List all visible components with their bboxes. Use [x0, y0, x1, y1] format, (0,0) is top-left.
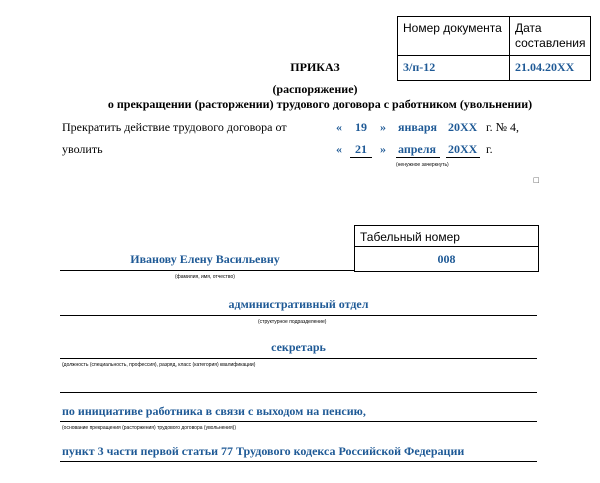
month-underline — [396, 157, 440, 158]
order-subtitle: (распоряжение) — [272, 82, 358, 96]
contract-year: 20XX — [448, 120, 478, 134]
employee-department: административный отдел — [228, 297, 369, 311]
close-quote-1: » — [380, 120, 386, 134]
tab-number-box — [354, 225, 539, 272]
reason-underline — [60, 421, 537, 422]
open-quote-2: « — [336, 142, 342, 156]
termination-reason: по инициативе работника в связи с выходом на пенсию, — [62, 404, 366, 418]
doc-date-value: 21.04.20XX — [510, 56, 591, 81]
dismiss-label: уволить — [62, 142, 103, 156]
terminate-label: Прекратить действие трудового договора от — [62, 120, 287, 134]
contract-month: января — [398, 120, 438, 134]
tab-number-value: 008 — [437, 252, 456, 266]
department-underline — [60, 315, 537, 316]
document-header-table — [397, 16, 591, 81]
legal-basis-underline — [60, 461, 537, 462]
blank-line — [60, 392, 537, 393]
tab-number-label: Табельный номер — [355, 226, 538, 247]
year-underline — [446, 157, 480, 158]
close-quote-2: » — [380, 142, 386, 156]
employee-position: секретарь — [271, 340, 326, 354]
legal-basis: пункт 3 части первой статьи 77 Трудового кодекса Российской Федерации — [62, 444, 465, 458]
contract-day: 19 — [355, 120, 367, 134]
name-caption: (фамилия, имя, отчество) — [175, 274, 235, 280]
order-subject: о прекращении (расторжении) трудового договора с работником (увольнении) — [107, 97, 533, 111]
doc-date-label: Дата составления — [510, 17, 591, 56]
reason-caption: (основание прекращения (расторжения) трудового договора (увольнения)) — [62, 425, 236, 431]
dismiss-year-suffix: г. — [486, 142, 493, 156]
dismiss-year: 20XX — [448, 142, 478, 156]
name-underline — [60, 270, 354, 271]
contract-number: г. № 4, — [486, 120, 520, 134]
day-underline — [350, 157, 372, 158]
position-underline — [60, 358, 537, 359]
open-quote-1: « — [336, 120, 342, 134]
order-title: ПРИКАЗ — [290, 60, 340, 74]
doc-number-value: 3/п-12 — [398, 56, 510, 81]
dismiss-month: апреля — [398, 142, 436, 156]
department-caption: (структурное подразделение) — [258, 319, 327, 325]
position-caption: (должность (специальность, профессия), разряд, класс (категория) квалификации) — [62, 362, 256, 368]
small-square-marker: □ — [533, 176, 540, 184]
dismiss-day: 21 — [355, 142, 367, 156]
strike-note: (ненужное зачеркнуть) — [396, 162, 449, 168]
employee-name: Иванову Елену Васильевну — [130, 252, 280, 266]
doc-number-label: Номер документа — [398, 17, 510, 56]
